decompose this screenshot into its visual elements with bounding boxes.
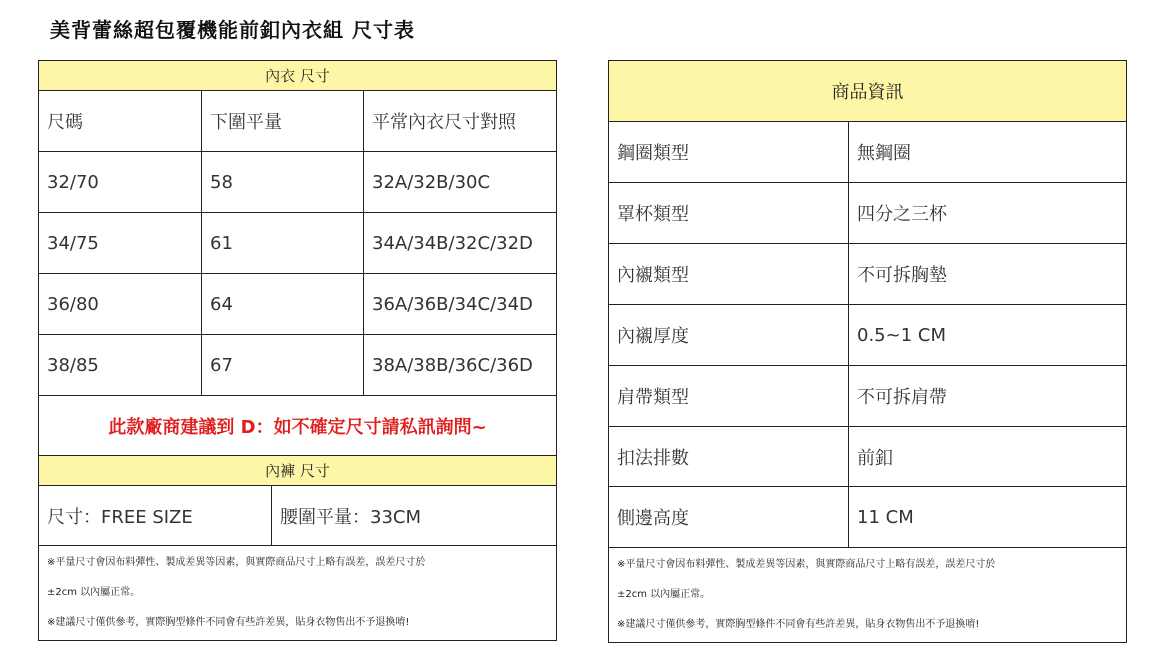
table-row: [609, 183, 1127, 244]
column-header: 尺碼: [39, 91, 202, 152]
attribute-label: 鋼圈類型: [609, 122, 849, 183]
table-row: [39, 152, 557, 213]
table-row: [609, 366, 1127, 427]
bra-size-header: 內衣 尺寸: [39, 61, 557, 91]
size-cell: 32/70: [39, 152, 202, 213]
size-chart-table: [38, 60, 557, 641]
table-row: [609, 427, 1127, 487]
size-cell: 34/75: [39, 213, 202, 274]
page-title: 美背蕾絲超包覆機能前釦內衣組 尺寸表: [50, 18, 415, 42]
note-line: ±2cm 以內屬正常。: [47, 587, 141, 598]
column-header: 下圍平量: [202, 91, 364, 152]
attribute-label: 扣法排數: [609, 427, 849, 487]
note-line: ※建議尺寸僅供參考，實際胸型條件不同會有些許差異，貼身衣物售出不予退換唷!: [47, 617, 410, 628]
size-cell: 38/85: [39, 335, 202, 396]
measurement-notes: [39, 546, 557, 641]
product-info-header: 商品資訊: [609, 61, 1127, 122]
note-line: ※平量尺寸會因布料彈性、製成差異等因素，與實際商品尺寸上略有誤差，誤差尺寸於: [47, 557, 426, 568]
size-cell: 36/80: [39, 274, 202, 335]
underbust-cell: 58: [202, 152, 364, 213]
attribute-value: 0.5~1 CM: [849, 305, 1127, 366]
table-row: [39, 274, 557, 335]
table-row: [609, 122, 1127, 183]
note-line: ※建議尺寸僅供參考，實際胸型條件不同會有些許差異，貼身衣物售出不予退換唷!: [617, 619, 980, 630]
panty-size-header: 內褲 尺寸: [39, 456, 557, 486]
attribute-label: 內襯厚度: [609, 305, 849, 366]
waist-measure-cell: 腰圍平量：33CM: [272, 486, 557, 546]
attribute-label: 肩帶類型: [609, 366, 849, 427]
bra-size-cell: 32A/32B/30C: [364, 152, 557, 213]
table-row: [39, 335, 557, 396]
attribute-value: 11 CM: [849, 487, 1127, 548]
table-row: [39, 213, 557, 274]
panty-size-cell: 尺寸：FREE SIZE: [39, 486, 272, 546]
underbust-cell: 67: [202, 335, 364, 396]
measurement-notes: [609, 548, 1127, 643]
attribute-label: 罩杯類型: [609, 183, 849, 244]
product-info-table: [608, 60, 1127, 643]
underbust-cell: 64: [202, 274, 364, 335]
attribute-value: 不可拆肩帶: [849, 366, 1127, 427]
bra-size-cell: 36A/36B/34C/34D: [364, 274, 557, 335]
recommendation-text: 此款廠商建議到 D：如不確定尺寸請私訊詢問~: [39, 396, 557, 456]
underbust-cell: 61: [202, 213, 364, 274]
attribute-value: 無鋼圈: [849, 122, 1127, 183]
column-header: 平常內衣尺寸對照: [364, 91, 557, 152]
bra-size-cell: 34A/34B/32C/32D: [364, 213, 557, 274]
attribute-label: 內襯類型: [609, 244, 849, 305]
attribute-value: 不可拆胸墊: [849, 244, 1127, 305]
note-line: ※平量尺寸會因布料彈性、製成差異等因素，與實際商品尺寸上略有誤差，誤差尺寸於: [617, 559, 996, 570]
attribute-value: 前釦: [849, 427, 1127, 487]
table-row: [609, 305, 1127, 366]
note-line: ±2cm 以內屬正常。: [617, 589, 711, 600]
table-row: [609, 487, 1127, 548]
attribute-value: 四分之三杯: [849, 183, 1127, 244]
table-row: [609, 244, 1127, 305]
attribute-label: 側邊高度: [609, 487, 849, 548]
bra-size-cell: 38A/38B/36C/36D: [364, 335, 557, 396]
